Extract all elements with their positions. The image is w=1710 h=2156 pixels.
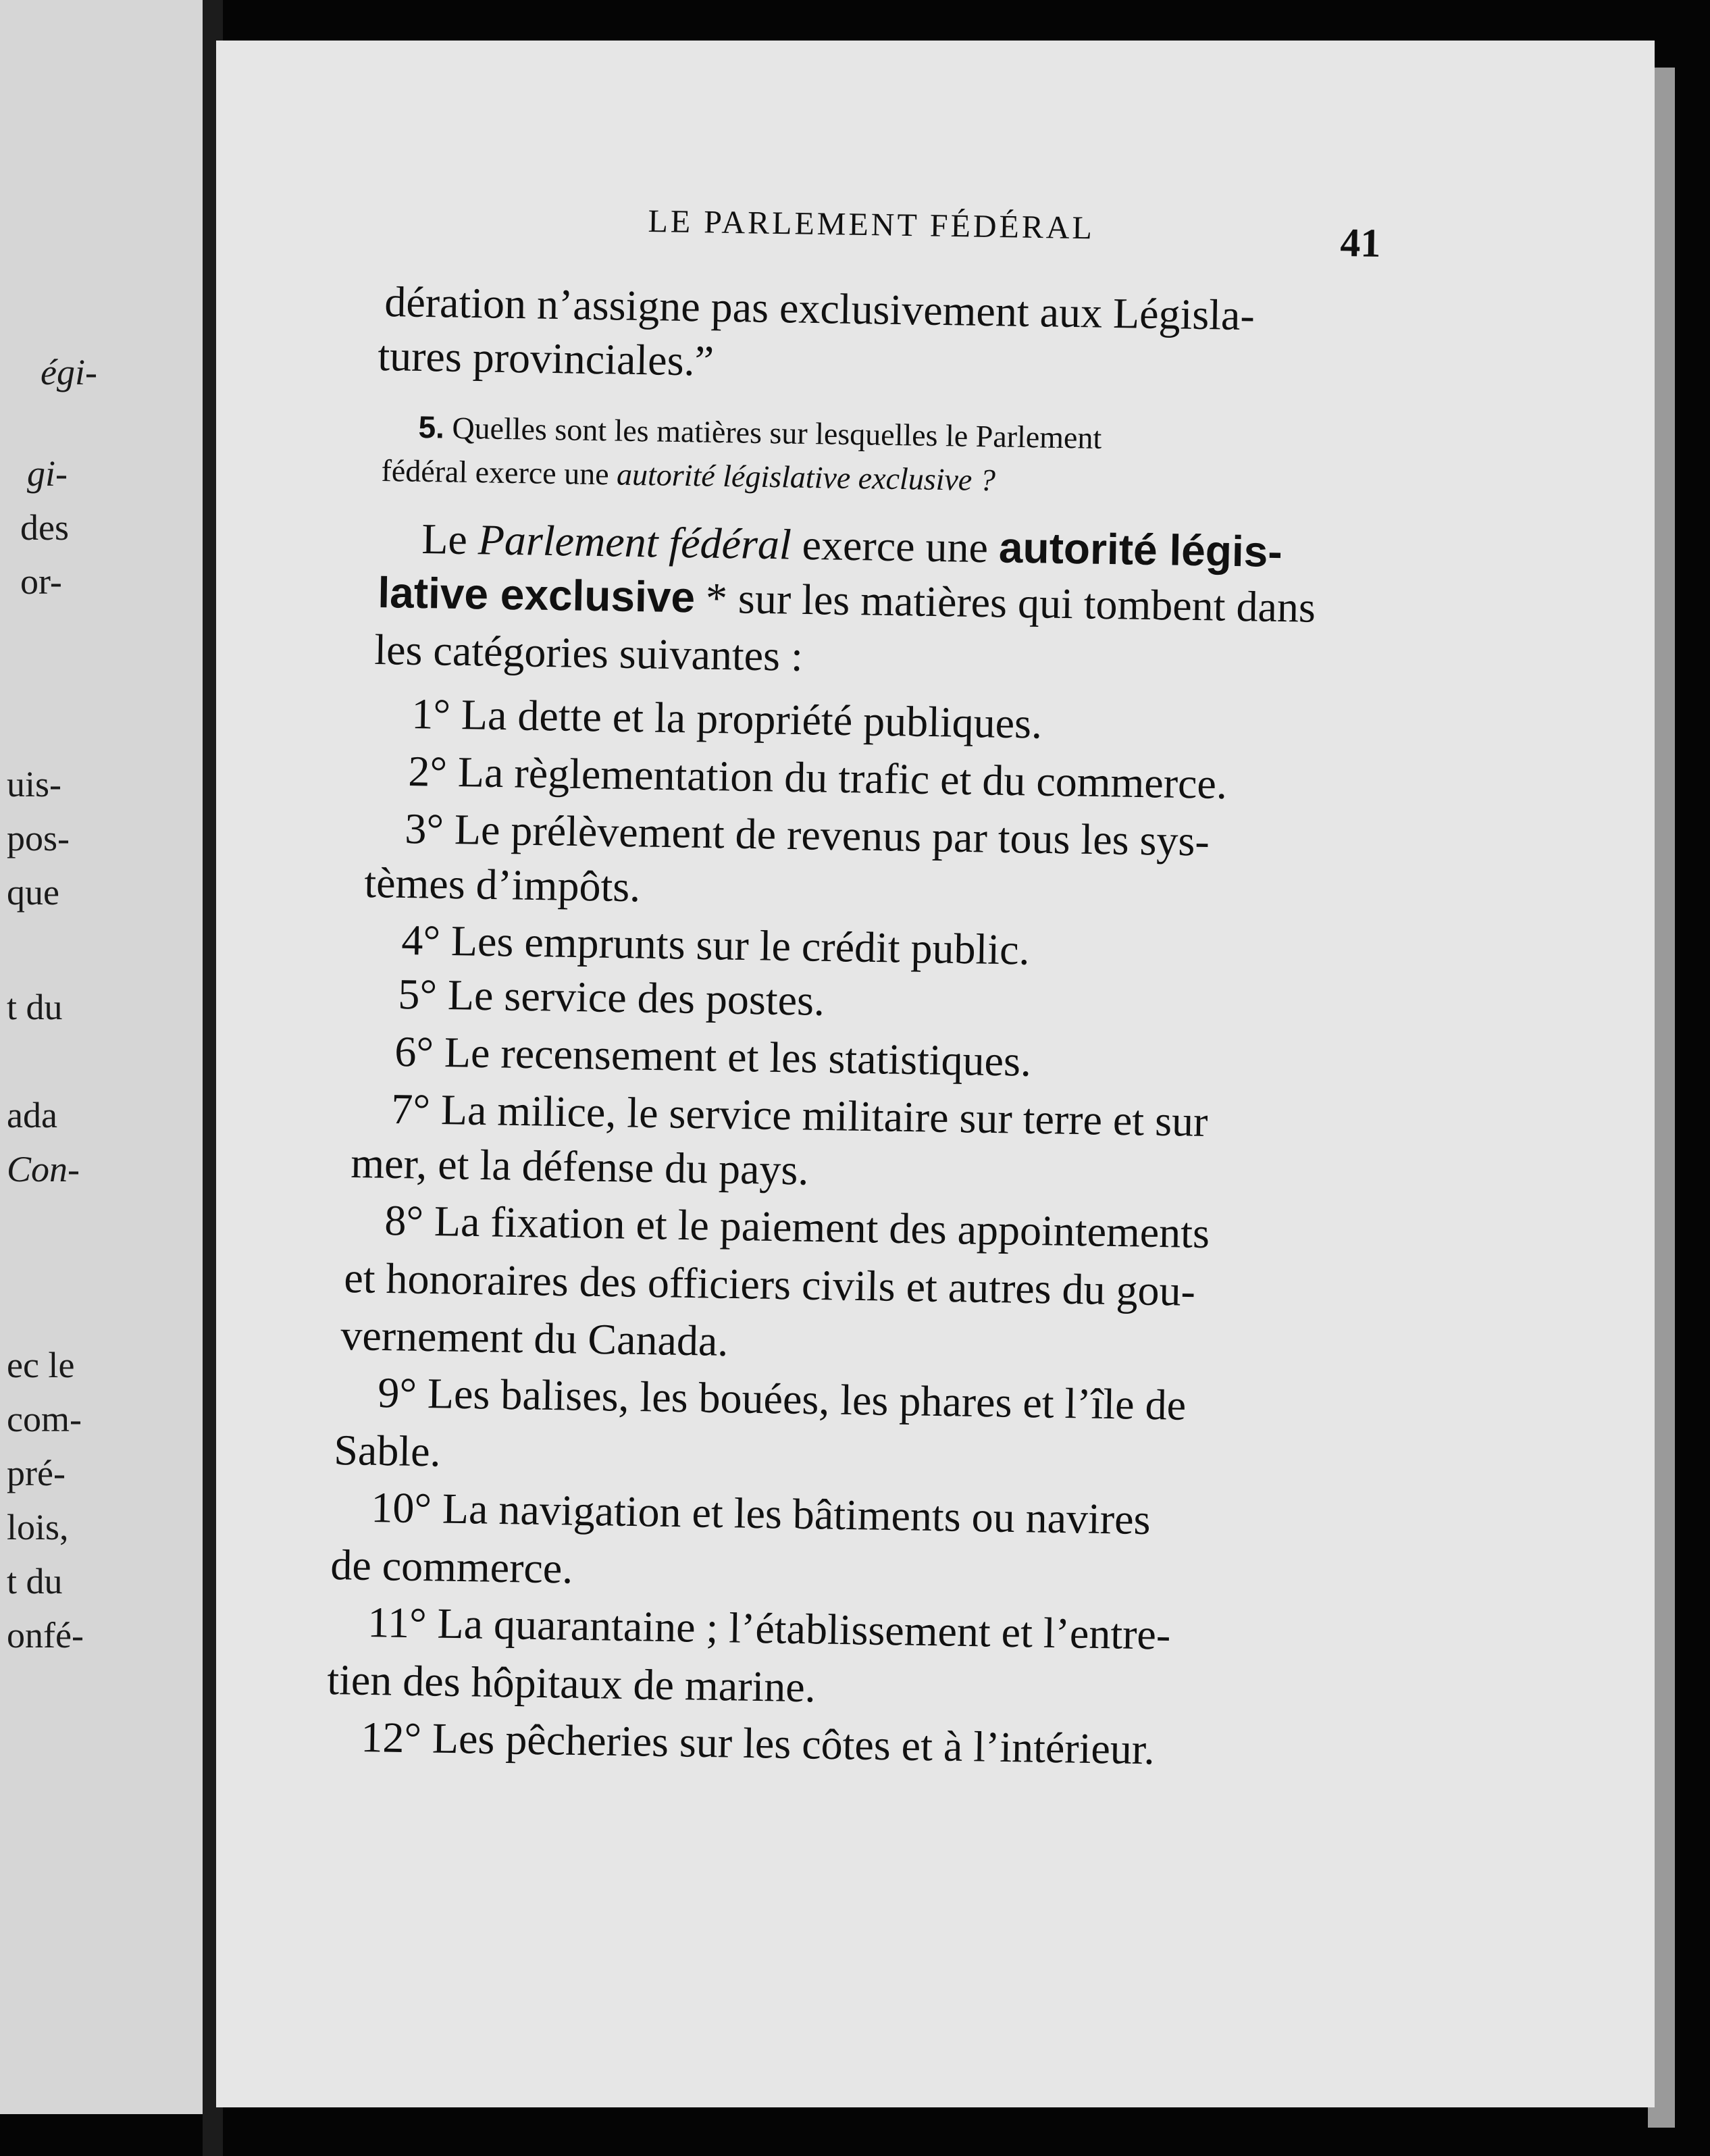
list-item: 2° La règlementation du trafic et du commerce.: [407, 746, 1228, 808]
left-line: uis-: [7, 764, 61, 804]
list-item: Sable.: [333, 1425, 442, 1476]
left-page: [0, 0, 203, 2114]
list-item: 12° Les pêcheries sur les côtes et à l’intérieur.: [360, 1712, 1156, 1774]
question-line-1: [418, 409, 1102, 456]
question-number: 5.: [418, 409, 445, 445]
left-line: Con-: [7, 1149, 80, 1189]
answer-line-1: [421, 513, 1282, 578]
answer-text: exerce une: [802, 520, 989, 572]
answer-bold: autorité légis-: [998, 523, 1283, 577]
continuation-line-2: tures provinciales.”: [377, 331, 715, 385]
list-item: 3° Le prélèvement de revenus par tous les sys-: [404, 804, 1210, 865]
running-header: LE PARLEMENT FÉDÉRAL: [648, 203, 1095, 247]
list-item: 4° Les emprunts sur le crédit public.: [400, 915, 1031, 974]
left-line: ec le: [7, 1345, 75, 1385]
left-line: t du: [7, 987, 63, 1027]
list-item: vernement du Canada.: [340, 1310, 729, 1366]
left-line: lois,: [7, 1507, 69, 1547]
list-item: 5° Le service des postes.: [397, 969, 825, 1025]
question-line-2: [381, 453, 995, 498]
list-item: tèmes d’impôts.: [363, 858, 641, 911]
left-line: que: [7, 872, 59, 913]
list-item: 1° La dette et la propriété publiques.: [411, 689, 1043, 748]
answer-italic: Parlement fédéral: [477, 515, 792, 569]
list-item: tien des hôpitaux de marine.: [326, 1655, 817, 1712]
list-item: et honoraires des officiers civils et autres du gou-: [343, 1253, 1196, 1315]
answer-bold: lative exclusive: [377, 567, 696, 622]
question-text: fédéral exerce une: [381, 453, 610, 492]
left-line: pos-: [7, 818, 70, 858]
list-item: 9° Les balises, les bouées, les phares et l’île de: [377, 1368, 1187, 1429]
answer-line-3: les catégories suivantes :: [373, 625, 804, 680]
list-item: 11° La quarantaine ; l’établissement et l’entre-: [367, 1597, 1171, 1659]
left-line: pré-: [7, 1453, 66, 1493]
answer-text: Le: [421, 514, 468, 564]
list-item: 6° Le recensement et les statistiques.: [394, 1027, 1032, 1085]
page-number: 41: [1339, 220, 1381, 265]
question-text: Quelles sont les matières sur lesquelles le Parlement: [452, 410, 1102, 455]
list-item: mer, et la défense du pays.: [350, 1138, 809, 1194]
left-line: égi-: [41, 352, 97, 392]
list-item: 10° La navigation et les bâtiments ou navires: [370, 1483, 1151, 1544]
left-line: ada: [7, 1095, 57, 1135]
left-line: des: [20, 507, 69, 548]
left-line: onfé-: [7, 1615, 84, 1656]
list-item: 7° La milice, le service militaire sur terre et sur: [390, 1084, 1208, 1146]
left-line: com-: [7, 1399, 82, 1439]
question-italic: autorité législative exclusive ?: [616, 457, 996, 498]
left-line: or-: [20, 561, 62, 602]
continuation-line-1: dération n’assigne pas exclusivement aux Législa-: [384, 277, 1255, 340]
answer-text: * sur les matières qui tombent dans: [705, 573, 1316, 632]
right-page: [216, 41, 1655, 2107]
list-item: de commerce.: [330, 1540, 573, 1593]
left-line: t du: [7, 1561, 63, 1601]
left-line: gi-: [27, 453, 68, 494]
list-item: 8° La fixation et le paiement des appointements: [384, 1196, 1210, 1258]
answer-line-2: [378, 567, 1316, 633]
